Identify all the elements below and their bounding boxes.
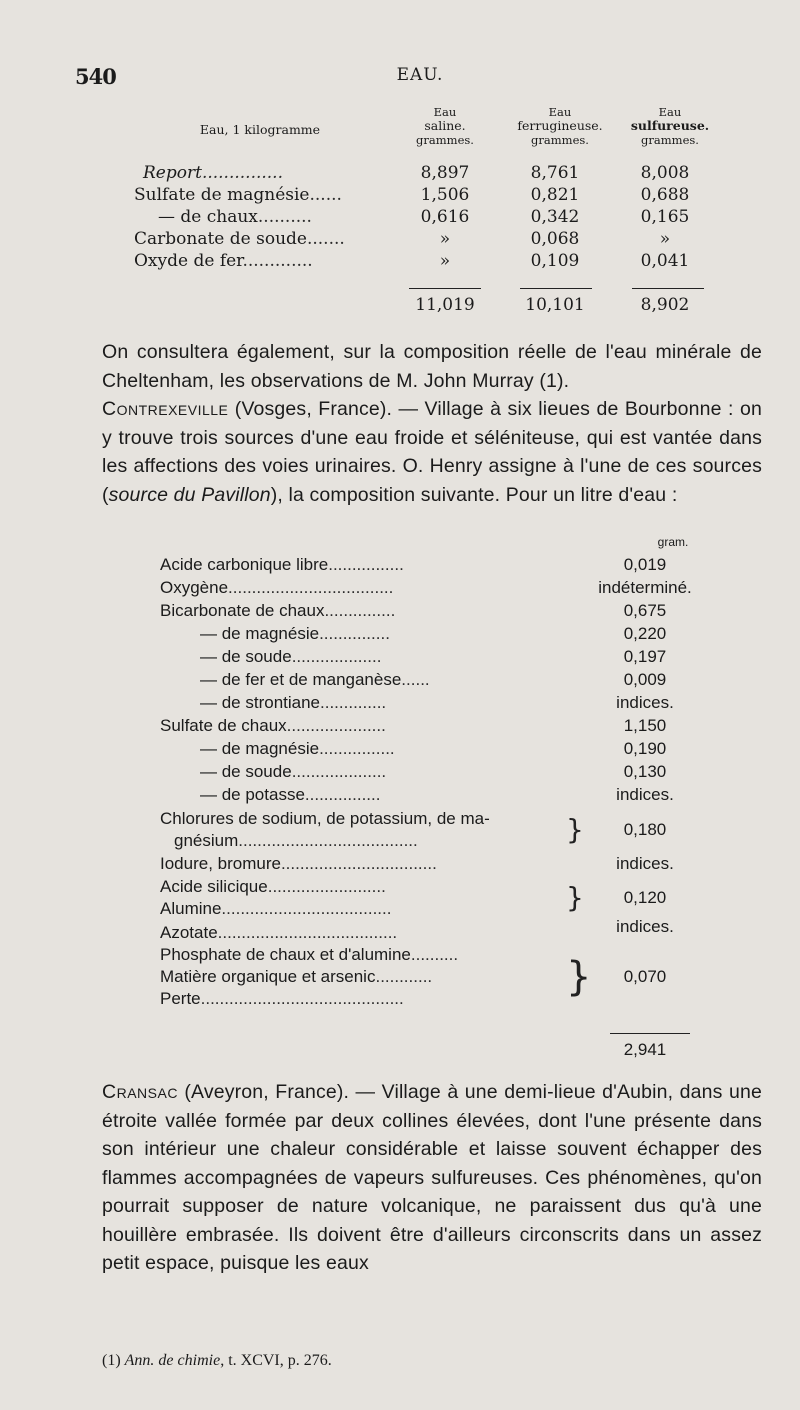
row-label-text: Alumine: [160, 899, 222, 918]
row-label-text: Chlorures de sodium, de potassium, de ma-: [160, 809, 490, 828]
table-row: [110, 206, 720, 228]
leader-dots: ...................: [291, 647, 382, 666]
sum-rule: [520, 288, 592, 289]
row-label: [200, 692, 386, 714]
table-row: [160, 917, 720, 944]
cell-value: 0,041: [640, 251, 690, 271]
table-row: [160, 623, 720, 645]
cell-value: 0,688: [640, 185, 690, 205]
cell-value: indices.: [616, 917, 674, 936]
row-label: [200, 738, 395, 760]
footnote-text: , t. XCVI, p. 276.: [220, 1352, 332, 1369]
table-row: [110, 228, 720, 250]
footnote: [102, 1352, 332, 1370]
row-label: [143, 162, 283, 184]
row-label-text: Oxyde de fer: [134, 251, 243, 271]
leader-dots: ....................................: [221, 899, 392, 918]
paragraph-text: (Vosges, France). — Village à six lieues de Bourbonne : on y trouve trois sources d'une eau froide et séléniteuse, qui est vantée dans les affections des voies urinaires. O. Henry assigne à l'une de ces sources (: [102, 398, 762, 506]
leader-dots: ......: [401, 670, 430, 689]
cell-value: indices.: [616, 785, 674, 804]
page-number: 540: [75, 64, 116, 89]
table-row: [160, 715, 720, 737]
leader-dots: .............: [242, 251, 313, 271]
leader-dots: ..........: [410, 945, 459, 964]
row-label: [160, 944, 458, 966]
running-head: EAU.: [396, 65, 444, 85]
footnote-source: Ann. de chimie: [124, 1352, 221, 1369]
cell-value: 0,180: [623, 820, 667, 839]
composition-table-1: [110, 105, 720, 315]
table-row: [160, 577, 720, 599]
col-line: sulfureuse.: [630, 118, 710, 133]
leader-dots: ......................................: [217, 923, 398, 942]
brace-icon: }: [566, 813, 584, 846]
row-label-text: — de soude: [200, 762, 292, 781]
row-label-text: Iodure, bromure: [160, 854, 281, 873]
entry-heading: Contrexeville: [102, 398, 229, 420]
row-label: [160, 600, 395, 622]
cell-value: 0,675: [623, 601, 667, 620]
row-label: [160, 808, 490, 830]
leader-dots: ...................................: [228, 578, 394, 597]
cell-value: 0,070: [623, 967, 667, 986]
cell-value: 0,019: [623, 555, 667, 574]
table1-col-ferrugineuse: [510, 105, 610, 147]
leader-dots: ....................: [291, 762, 387, 781]
leader-dots: ......................................: [238, 831, 418, 850]
italic-text: source du Pavillon: [108, 483, 271, 506]
table-row: [160, 944, 720, 966]
row-label: [158, 206, 312, 228]
table-row: [160, 738, 720, 760]
col-line: Eau: [433, 105, 457, 119]
row-label: [160, 922, 397, 944]
cell-value: »: [439, 251, 451, 271]
paragraph-cransac: [102, 1078, 762, 1278]
row-label: [160, 988, 404, 1010]
table-row: [160, 646, 720, 668]
table-row: [160, 669, 720, 691]
paragraph-text: On consultera également, sur la composition réelle de l'eau minérale de Cheltenham, les observations de M. John Murray (1).: [102, 341, 762, 392]
cell-value: 8,008: [640, 163, 690, 183]
leader-dots: ..........: [257, 207, 312, 227]
row-label: [200, 761, 386, 783]
cell-value: 0,220: [623, 624, 667, 643]
cell-value: 0,165: [640, 207, 690, 227]
table-row: [160, 820, 720, 852]
cell-value: 0,130: [623, 762, 667, 781]
row-label-text: Phosphate de chaux et d'alumine: [160, 945, 411, 964]
cell-value: 0,342: [530, 207, 580, 227]
paragraph-text: ), la composition suivante. Pour un litre d'eau :: [270, 483, 678, 506]
page-header: [75, 64, 765, 90]
table-row: [160, 554, 720, 576]
row-label-text: Bicarbonate de chaux: [160, 601, 325, 620]
table-row: [110, 250, 720, 272]
col-line: saline.: [424, 118, 466, 133]
table-row: [110, 184, 720, 206]
leader-dots: ......: [309, 185, 342, 205]
cell-value: »: [659, 229, 671, 249]
row-label: [160, 554, 404, 576]
row-label-text: Sulfate de magnésie: [134, 185, 310, 205]
row-label-text: Matière organique et arsenic: [160, 967, 376, 986]
row-label-text: Oxygène: [160, 578, 229, 597]
row-label-text: Carbonate de soude: [134, 229, 307, 249]
row-label: [160, 876, 386, 898]
col-line: Eau: [658, 105, 682, 119]
row-label: [134, 184, 342, 206]
leader-dots: ................: [328, 555, 404, 574]
cell-value: 0,197: [623, 647, 667, 666]
row-label-text: — de soude: [200, 647, 292, 666]
brace-icon: }: [566, 881, 584, 914]
cell-value: 1,506: [420, 185, 470, 205]
table-row: [160, 600, 720, 622]
cell-value: 0,120: [623, 888, 667, 907]
cell-value: 8,761: [530, 163, 580, 183]
cell-value: 0,068: [530, 229, 580, 249]
table-row: [160, 966, 720, 988]
table1-col-sulfureuse: [620, 105, 720, 147]
sum-rule: [632, 288, 704, 289]
row-label: [160, 898, 391, 920]
table1-col-saline: [400, 105, 490, 147]
total-value: 10,101: [525, 295, 585, 315]
table1-body: [110, 162, 720, 271]
cell-value: 0,616: [420, 207, 470, 227]
table-row: [160, 784, 720, 806]
cell-value: 0,821: [530, 185, 580, 205]
row-label-text: — de potasse: [200, 785, 305, 804]
leader-dots: ...............: [201, 163, 283, 183]
leader-dots: ................: [319, 739, 395, 758]
leader-dots: .....................: [286, 716, 386, 735]
table-row: [160, 761, 720, 783]
row-label: [160, 966, 432, 988]
row-label-text: — de magnésie: [200, 624, 320, 643]
leader-dots: ..............: [320, 693, 387, 712]
row-label-text: Sulfate de chaux: [160, 716, 287, 735]
table-row: [160, 988, 720, 1010]
row-label: [134, 228, 345, 250]
leader-dots: ...............: [324, 601, 396, 620]
cell-value: »: [439, 229, 451, 249]
sum-rule: [409, 288, 481, 289]
paragraph-text: (Aveyron, France). — Village à une demi-lieue d'Aubin, dans une étroite vallée formée par deux collines élevées, dont l'une présente dans son intérieur une chaleur considérable et laisse souvent échapper des flammes accompagnées de vapeurs sulfureuses. Ces phénomènes, qu'on pourrait supposer de nature volcanique, ne paraissent dus qu'à une houillère embrasée. Ils doivent être d'ailleurs circonscrits dans un assez petit espace, puisque les eaux: [102, 1081, 762, 1274]
table-row: [160, 692, 720, 714]
total-value: 2,941: [623, 1040, 667, 1059]
col-line: grammes.: [641, 133, 699, 147]
row-label-text: Acide silicique: [160, 877, 268, 896]
leader-dots: .................................: [280, 854, 437, 873]
row-label-text: Report: [143, 163, 202, 183]
row-label-text: — de strontiane: [200, 693, 321, 712]
row-label-text: — de chaux: [158, 207, 258, 227]
col-line: Eau: [548, 105, 572, 119]
cell-value: 0,009: [623, 670, 667, 689]
unit-label: gram.: [657, 535, 689, 549]
row-label: [160, 853, 437, 875]
brace-icon: }: [566, 954, 592, 1000]
cell-value: 0,190: [623, 739, 667, 758]
paragraph-cheltenham: [102, 338, 762, 395]
leader-dots: ............: [375, 967, 433, 986]
row-label: [160, 577, 393, 599]
leader-dots: ................: [304, 785, 381, 804]
paragraph-contrexeville: [102, 395, 762, 509]
col-line: grammes.: [531, 133, 589, 147]
total-value: 11,019: [415, 295, 475, 315]
cell-value: indices.: [616, 693, 674, 712]
row-label-text: Azotate: [160, 923, 218, 942]
cell-value: indéterminé.: [598, 578, 692, 597]
row-label: [174, 830, 418, 852]
leader-dots: ...............: [319, 624, 390, 643]
table-row: [160, 853, 720, 875]
row-label: [200, 669, 430, 691]
cell-value: 1,150: [623, 716, 667, 735]
row-label-text: gnésium: [174, 831, 239, 850]
entry-heading: Cransac: [102, 1081, 178, 1103]
row-label-text: — de magnésie: [200, 739, 320, 758]
table1-row-label-header: Eau, 1 kilogramme: [199, 122, 321, 137]
row-label-text: Acide carbonique libre: [160, 555, 329, 574]
row-label-text: Perte: [160, 989, 201, 1008]
table-row: [110, 162, 720, 184]
cell-value: 0,109: [530, 251, 580, 271]
leader-dots: .......: [306, 229, 345, 249]
row-label: [134, 250, 313, 272]
row-label: [200, 623, 390, 645]
cell-value: 8,897: [420, 163, 470, 183]
leader-dots: ...........................................: [200, 989, 404, 1008]
cell-value: indices.: [616, 854, 674, 873]
row-label: [160, 715, 386, 737]
col-line: ferrugineuse.: [517, 118, 603, 133]
row-label-text: — de fer et de manganèse: [200, 670, 402, 689]
row-label: [200, 784, 380, 806]
table1-totals: [110, 293, 720, 317]
table1-header: [110, 105, 720, 161]
total-value: 8,902: [640, 295, 690, 315]
footnote-number: (1): [102, 1352, 121, 1369]
row-label: [200, 646, 381, 668]
col-line: grammes.: [416, 133, 474, 147]
leader-dots: .........................: [267, 877, 386, 896]
sum-rule: [610, 1033, 690, 1034]
